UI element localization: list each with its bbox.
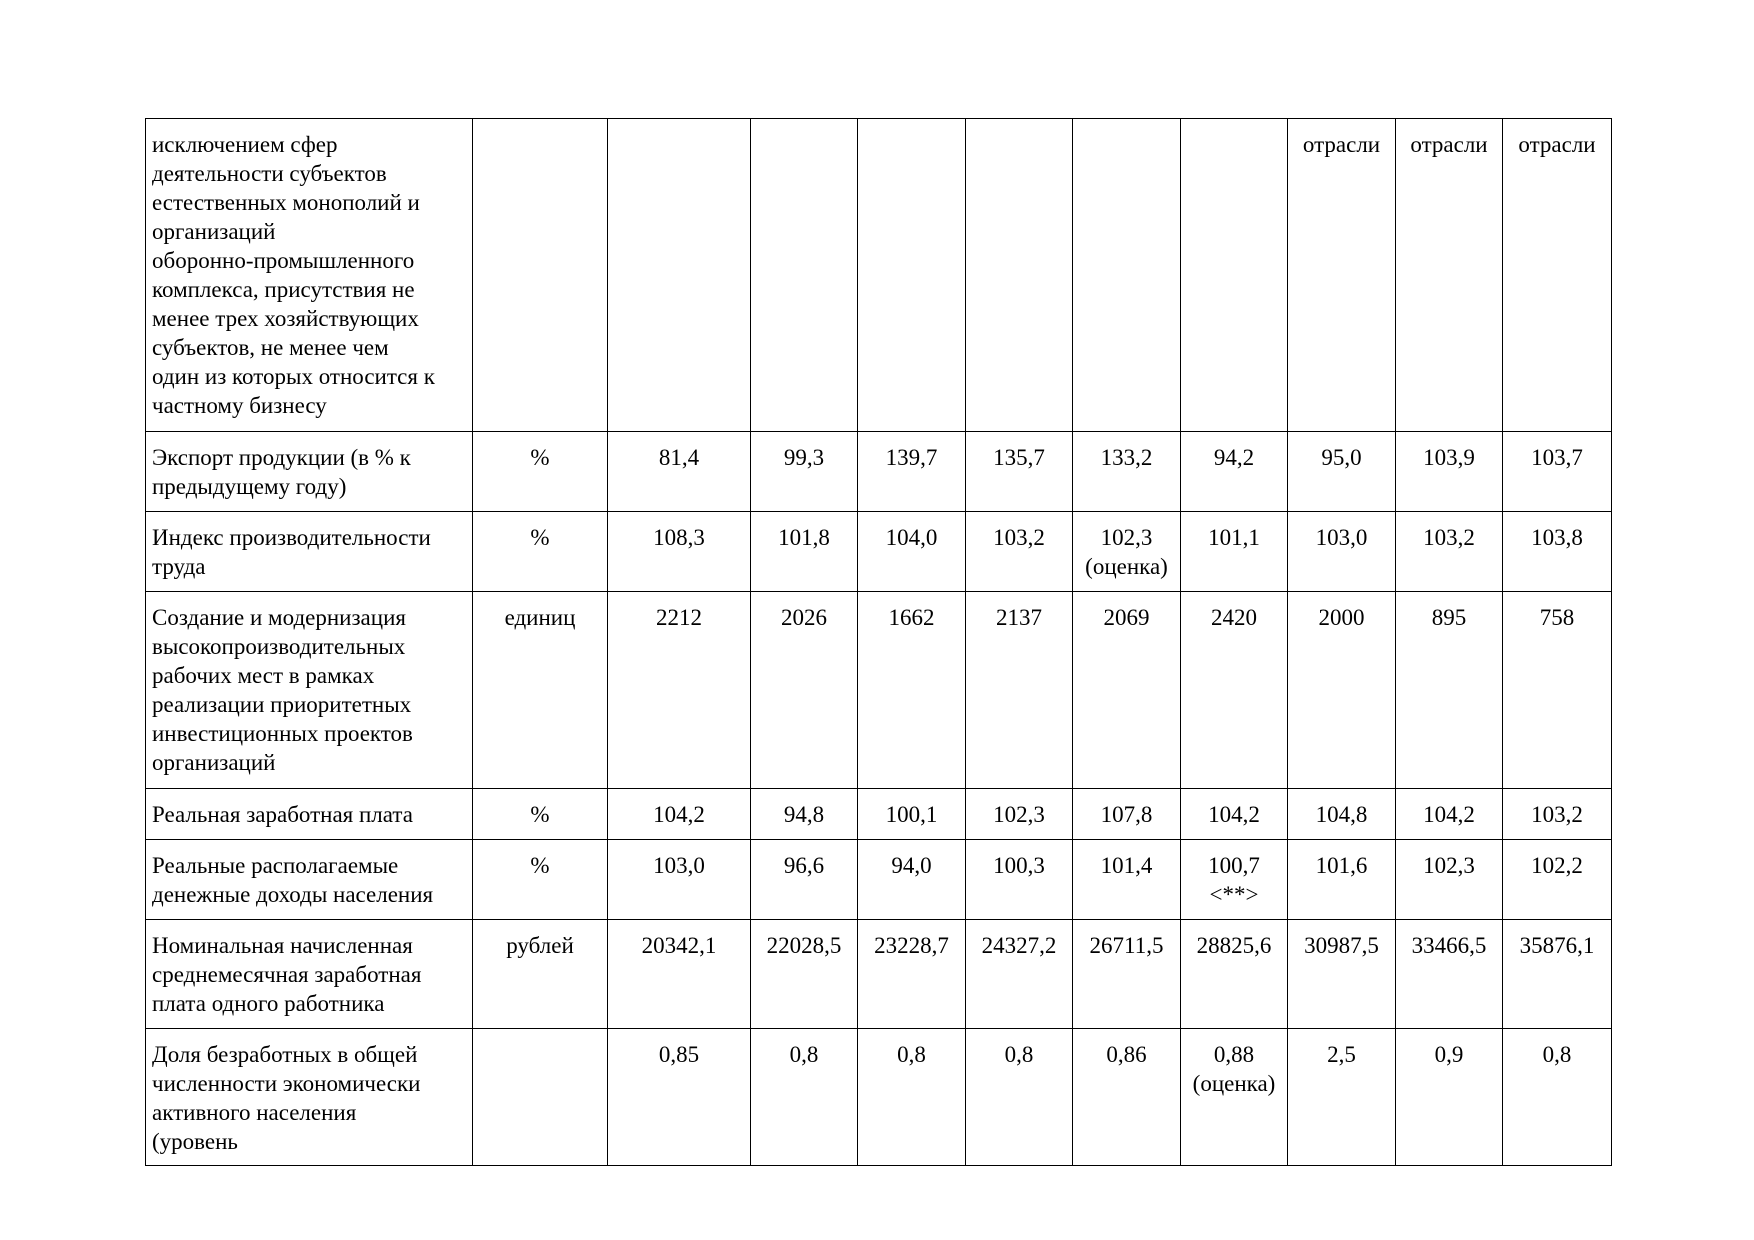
value-cell [1181,119,1288,432]
indicator-name-line: плата одного работника [152,991,385,1016]
indicator-name-line: естественных монополий и [152,190,420,215]
unit-cell: % [473,512,608,592]
indicator-name-line: организаций [152,750,276,775]
indicator-name-line: Доля безработных в общей [152,1042,418,1067]
value-cell: 103,2 [1396,512,1503,592]
value-cell: 104,2 [1396,789,1503,840]
value-cell: 103,0 [1288,512,1396,592]
value-cell: 33466,5 [1396,920,1503,1029]
indicator-name-line: Реальная заработная плата [152,802,413,827]
value-cell: 2420 [1181,592,1288,789]
value-cell: 135,7 [966,432,1073,512]
indicator-name-cell [146,920,473,1029]
value-cell: 103,7 [1503,432,1612,512]
unit-cell [473,1029,608,1166]
value-line: (оценка) [1192,1071,1276,1096]
unit-cell: % [473,789,608,840]
indicator-name-line: инвестиционных проектов [152,721,413,746]
value-cell: 23228,7 [858,920,966,1029]
indicator-name-line: предыдущему году) [152,474,347,499]
value-cell: 22028,5 [751,920,858,1029]
value-cell: 2212 [608,592,751,789]
indicator-name-line: один из которых относится к [152,364,435,389]
indicator-name-cell [146,119,473,432]
table-row [146,512,1612,592]
value-cell: 0,8 [858,1029,966,1166]
value-cell: 104,8 [1288,789,1396,840]
value-cell: 2000 [1288,592,1396,789]
value-cell: 94,2 [1181,432,1288,512]
indicator-name-line: Индекс производительности [152,525,431,550]
value-cell: 0,8 [1503,1029,1612,1166]
value-cell: 107,8 [1073,789,1181,840]
value-cell: 24327,2 [966,920,1073,1029]
value-cell: 101,4 [1073,840,1181,920]
indicator-name-line: среднемесячная заработная [152,962,422,987]
table-row [146,840,1612,920]
value-cell: 35876,1 [1503,920,1612,1029]
value-cell: отрасли [1396,119,1503,432]
value-cell: 102,3 [1396,840,1503,920]
indicators-table [145,118,1612,1166]
indicator-name-line: реализации приоритетных [152,692,412,717]
indicator-name-line: менее трех хозяйствующих [152,306,419,331]
value-cell: 104,0 [858,512,966,592]
indicator-name-line: исключением сфер [152,132,338,157]
table-row [146,920,1612,1029]
value-cell [966,119,1073,432]
value-cell: 99,3 [751,432,858,512]
indicator-name-line: субъектов, не менее чем [152,335,389,360]
indicator-name-cell [146,592,473,789]
value-line: (оценка) [1085,554,1168,579]
indicator-name-line: частному бизнесу [152,393,327,418]
unit-cell: % [473,432,608,512]
value-cell: 2069 [1073,592,1181,789]
value-cell: 94,8 [751,789,858,840]
value-cell: 103,2 [966,512,1073,592]
indicator-name-line: деятельности субъектов [152,161,387,186]
indicator-name-cell [146,789,473,840]
indicator-name-line: Создание и модернизация [152,605,406,630]
value-cell: отрасли [1503,119,1612,432]
value-cell: 20342,1 [608,920,751,1029]
value-cell: 95,0 [1288,432,1396,512]
value-cell [751,119,858,432]
value-cell: 758 [1503,592,1612,789]
value-cell: 26711,5 [1073,920,1181,1029]
indicator-name-cell [146,432,473,512]
value-cell [1073,119,1181,432]
value-cell: 1662 [858,592,966,789]
value-cell: 104,2 [1181,789,1288,840]
value-line: 102,3 [1100,525,1153,550]
indicator-name-line: труда [152,554,206,579]
value-cell: 101,8 [751,512,858,592]
value-line: 100,7 [1208,853,1260,878]
indicator-name-line: Реальные располагаемые [152,853,399,878]
value-cell: 30987,5 [1288,920,1396,1029]
value-cell [1181,1029,1288,1166]
value-cell: 895 [1396,592,1503,789]
table-row [146,1029,1612,1166]
table-row [146,119,1612,432]
unit-cell: единиц [473,592,608,789]
indicator-name-cell [146,512,473,592]
value-cell: 103,0 [608,840,751,920]
value-cell: отрасли [1288,119,1396,432]
indicator-name-line: оборонно-промышленного [152,248,415,273]
value-cell: 108,3 [608,512,751,592]
indicator-name-line: (уровень [152,1129,238,1154]
value-cell [1181,840,1288,920]
value-cell: 0,8 [966,1029,1073,1166]
unit-cell [473,119,608,432]
value-cell: 94,0 [858,840,966,920]
value-line: <**> [1209,882,1259,907]
indicator-name-line: комплекса, присутствия не [152,277,415,302]
indicator-name-cell [146,840,473,920]
value-cell: 2,5 [1288,1029,1396,1166]
indicator-name-line: Экспорт продукции (в % к [152,445,411,470]
value-cell: 100,3 [966,840,1073,920]
value-cell: 102,3 [966,789,1073,840]
indicator-name-line: рабочих мест в рамках [152,663,375,688]
indicator-name-line: численности экономически [152,1071,421,1096]
value-cell: 96,6 [751,840,858,920]
value-cell: 2137 [966,592,1073,789]
value-line: 0,88 [1213,1042,1255,1067]
value-cell: 0,85 [608,1029,751,1166]
value-cell: 0,8 [751,1029,858,1166]
table-row [146,432,1612,512]
value-cell: 100,1 [858,789,966,840]
indicator-name-line: организаций [152,219,276,244]
value-cell: 102,2 [1503,840,1612,920]
value-cell: 133,2 [1073,432,1181,512]
value-cell: 103,8 [1503,512,1612,592]
indicator-name-line: высокопроизводительных [152,634,406,659]
unit-cell: % [473,840,608,920]
value-cell: 104,2 [608,789,751,840]
indicator-name-line: Номинальная начисленная [152,933,413,958]
table-row [146,789,1612,840]
value-cell [608,119,751,432]
value-cell: 101,6 [1288,840,1396,920]
value-cell: 103,2 [1503,789,1612,840]
table-row [146,592,1612,789]
indicator-name-line: активного населения [152,1100,357,1125]
value-cell: 28825,6 [1181,920,1288,1029]
value-cell: 2026 [751,592,858,789]
unit-cell: рублей [473,920,608,1029]
table-body [146,119,1612,1166]
value-cell: 101,1 [1181,512,1288,592]
value-cell [858,119,966,432]
indicator-name-cell [146,1029,473,1166]
value-cell: 0,86 [1073,1029,1181,1166]
value-cell: 139,7 [858,432,966,512]
value-cell: 0,9 [1396,1029,1503,1166]
value-cell: 81,4 [608,432,751,512]
indicator-name-line: денежные доходы населения [152,882,434,907]
value-cell: 103,9 [1396,432,1503,512]
value-cell [1073,512,1181,592]
